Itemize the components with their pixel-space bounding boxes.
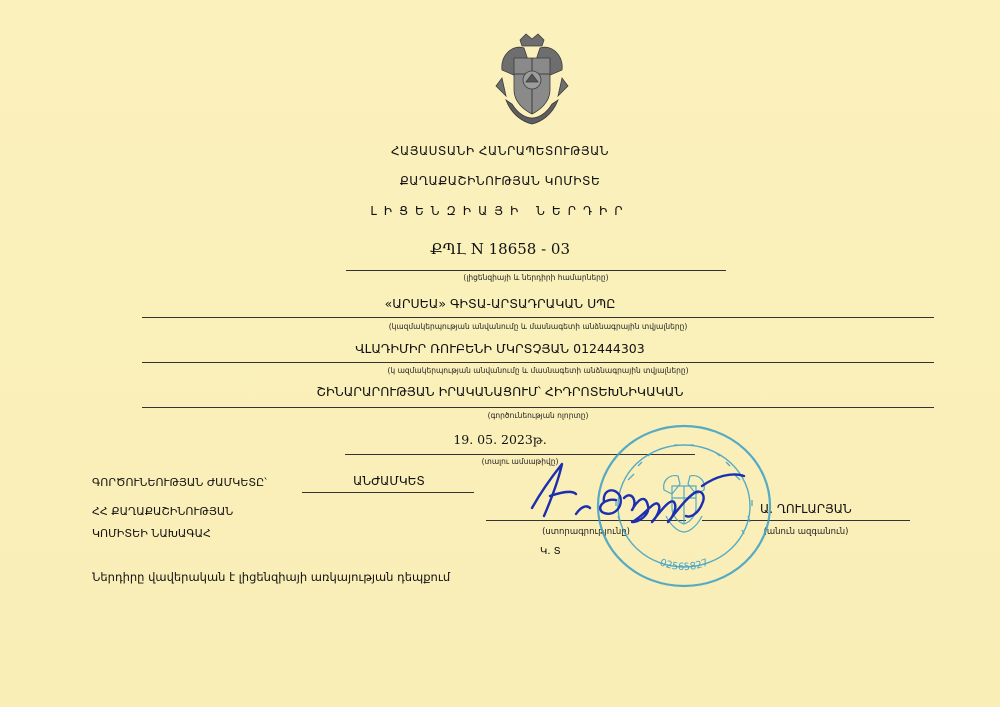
stamp-place-label: Կ. Տ [540,546,561,557]
name-caption: (անուն ազգանուն) [763,527,849,537]
signature-caption: (ստորագրությունը) [542,527,630,537]
license-holder: «ԱՐՍԵԱ» ԳԻՏԱ-ԱՐՏԱԴՐԱԿԱՆ ՍՊԸ [384,296,616,311]
activity-caption: (գործունեության ոլորտը) [487,411,589,420]
divider [142,362,934,363]
signatory-org-line1: ՀՀ ՔԱՂԱՔԱՇԻՆՈՒԹՅԱՆ [92,505,234,518]
specialist-name: ՎԼԱԴԻՄԻՐ ՌՈՒԲԵՆԻ ՄԿՐՏՉՅԱՆ 012444303 [355,341,645,356]
activity-field: ՇԻՆԱՐԱՐՈՒԹՅԱՆ ԻՐԱԿԱՆԱՑՈՒՄ՝ ՀԻԴՐՈՏԵԽՆԻԿԱԿԱՆ [316,384,684,399]
armenia-coat-of-arms-icon [482,30,582,130]
handwritten-signature [520,456,760,536]
divider [142,407,934,408]
signatory-name: Ա. ՂՈՒԼԱՐՅԱՆ [760,502,852,516]
issue-date-caption: (տալու ամսաթիվը) [481,457,559,466]
divider [346,270,726,271]
license-number-caption: (լիցենզիայի և ներդիրի համարները) [463,273,609,282]
header-committee: ՔԱՂԱՔԱՇԻՆՈՒԹՅԱՆ ԿՈՄԻՏԵ [399,174,601,188]
validity-value: ԱՆԺԱՄԿԵՏ [353,474,425,488]
signatory-org-line2: ԿՈՄԻՏԵԻ ՆԱԽԱԳԱՀ [92,527,211,540]
footer-note: Ներդիրը վավերական է լիցենզիայի առկայության դեպքում [92,570,451,584]
header-doc-type: ԼԻՑԵՆԶԻԱՅԻ ՆԵՐԴԻՐ [370,204,630,218]
license-holder-caption: (կազմակերպության անվանումը և մասնագետի անձնագրային տվյալները) [388,322,688,331]
specialist-caption: (կ ազմակերպության անվանումը և մասնագետի անձնագրային տվյալները) [387,366,689,375]
header-country: ՀԱՅԱՍՏԱՆԻ ՀԱՆՐԱՊԵՏՈՒԹՅԱՆ [390,144,610,158]
validity-label: ԳՈՐԾՈՒՆԵՈՒԹՅԱՆ ԺԱՄԿԵՏԸ՝ [92,476,267,489]
divider [142,317,934,318]
license-number: ՔՊԼ N 18658 - 03 [429,240,571,258]
issue-date: 19. 05. 2023թ. [453,432,547,447]
stamp-code: 02565827 [658,557,710,574]
svg-text:02565827 [658,557,710,573]
divider [302,492,474,493]
